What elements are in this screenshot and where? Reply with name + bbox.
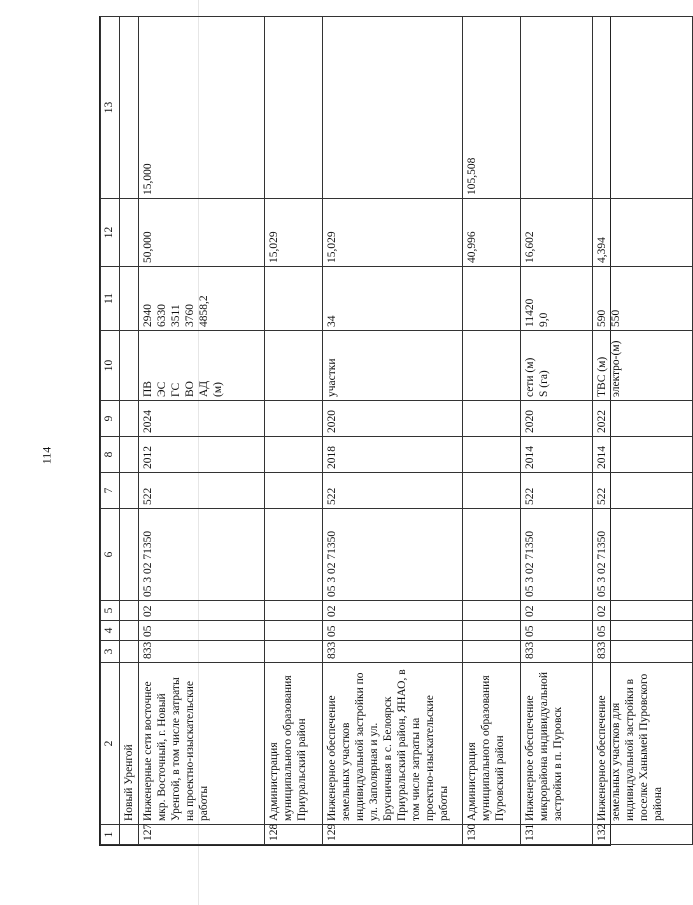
cell-c4: 05 <box>323 621 463 641</box>
cell-c13: 15,000 <box>139 17 265 199</box>
cell-empty <box>120 401 139 437</box>
cell-c8: 2014 <box>593 437 693 473</box>
column-header-4: 4 <box>101 621 120 641</box>
cell-empty <box>120 621 139 641</box>
cell-c6: 05 3 02 71350 <box>521 509 593 601</box>
cell-line: АД <box>198 380 210 397</box>
cell-line: 6330 <box>156 304 168 327</box>
column-header-13: 13 <box>101 17 120 199</box>
column-header-1: 1 <box>101 825 120 845</box>
cell-c12: 15,029 <box>323 199 463 267</box>
cell-line: ВО <box>184 381 196 397</box>
cell-line: 11420 <box>524 298 536 327</box>
cell-c13: 105,508 <box>463 17 521 199</box>
cell-line: 4858,2 <box>198 295 210 327</box>
header-continuation-row <box>120 17 139 845</box>
cell-c13 <box>323 17 463 199</box>
cell-line: 3760 <box>184 304 196 327</box>
cell-line: 2940 <box>142 304 154 327</box>
cell-line: ТВС (м) <box>596 356 608 397</box>
cell-c5 <box>265 601 323 621</box>
cell-c4 <box>463 621 521 641</box>
cell-c4: 05 <box>139 621 265 641</box>
cell-c6: 05 3 02 71350 <box>139 509 265 601</box>
cell-c9: 2020 <box>323 401 463 437</box>
column-header-7: 7 <box>101 473 120 509</box>
cell-c13 <box>265 17 323 199</box>
cell-empty <box>120 601 139 621</box>
cell-c8 <box>265 437 323 473</box>
cell-name: Инженерное обеспечение микрорайона индивидуальной застройки в п. Пуровск <box>521 663 593 825</box>
cell-line: 34 <box>326 315 338 327</box>
cell-c3 <box>265 641 323 663</box>
cell-c8: 2018 <box>323 437 463 473</box>
cell-c9 <box>463 401 521 437</box>
cell-c6: 05 3 02 71350 <box>593 509 693 601</box>
page-number: 114 <box>39 446 54 465</box>
cell-c12: 16,602 <box>521 199 593 267</box>
cell-empty <box>120 437 139 473</box>
cell-line: ЭС <box>156 381 168 397</box>
cell-c10 <box>323 331 463 401</box>
cell-line: 9,0 <box>538 312 550 327</box>
cell-c4: 05 <box>593 621 693 641</box>
rotated-table-wrapper <box>100 17 664 845</box>
table-row <box>139 17 265 845</box>
cell-line: ГС <box>170 382 182 397</box>
cell-c11 <box>463 267 521 331</box>
cell-c11 <box>323 267 463 331</box>
cell-num: 130 <box>463 825 521 845</box>
cell-empty <box>120 473 139 509</box>
cell-c9: 2020 <box>521 401 593 437</box>
cell-c8: 2014 <box>521 437 593 473</box>
cell-c3: 833 <box>323 641 463 663</box>
cell-c7: 522 <box>521 473 593 509</box>
cell-num: 127 <box>139 825 265 845</box>
cell-name: Администрация муниципального образования Приуральский район <box>265 663 323 825</box>
column-header-3: 3 <box>101 641 120 663</box>
cell-c6 <box>463 509 521 601</box>
cell-empty <box>120 17 139 199</box>
table-row <box>463 17 521 845</box>
budget-table-sheet <box>99 16 664 846</box>
cell-c5: 02 <box>521 601 593 621</box>
cell-c11 <box>265 267 323 331</box>
table-row <box>593 17 693 845</box>
cell-c5: 02 <box>323 601 463 621</box>
cell-c12: 15,029 <box>265 199 323 267</box>
column-header-11: 11 <box>101 267 120 331</box>
cell-num: 128 <box>265 825 323 845</box>
cell-c7: 522 <box>139 473 265 509</box>
cell-c10 <box>593 331 693 401</box>
column-header-10: 10 <box>101 331 120 401</box>
cell-c11 <box>593 267 693 331</box>
cell-c12: 4,394 <box>593 199 693 267</box>
cell-c8 <box>463 437 521 473</box>
header-row-text: Новый Уренгой <box>120 663 139 825</box>
cell-c10 <box>463 331 521 401</box>
cell-name: Инженерное обеспечение земельных участков для индивидуальной застройки в поселке Ханымей Пуровского района <box>593 663 693 825</box>
cell-empty <box>120 509 139 601</box>
cell-line: 3511 <box>170 304 182 327</box>
cell-c4: 05 <box>521 621 593 641</box>
cell-line: 550 <box>610 309 622 327</box>
cell-c11 <box>521 267 593 331</box>
column-header-8: 8 <box>101 437 120 473</box>
table-row <box>521 17 593 845</box>
column-number-row <box>101 17 120 845</box>
cell-c7 <box>265 473 323 509</box>
cell-c9 <box>265 401 323 437</box>
cell-c11 <box>139 267 265 331</box>
cell-empty <box>120 331 139 401</box>
cell-num: 131 <box>521 825 593 845</box>
cell-c3: 833 <box>593 641 693 663</box>
budget-table <box>100 16 693 845</box>
cell-c6 <box>265 509 323 601</box>
table-row <box>265 17 323 845</box>
cell-c10 <box>521 331 593 401</box>
cell-c12: 40,996 <box>463 199 521 267</box>
cell-num: 132 <box>593 825 693 845</box>
cell-empty <box>120 641 139 663</box>
cell-c5: 02 <box>139 601 265 621</box>
cell-c3: 833 <box>139 641 265 663</box>
cell-c9: 2024 <box>139 401 265 437</box>
cell-c7: 522 <box>323 473 463 509</box>
cell-c3: 833 <box>521 641 593 663</box>
cell-c10 <box>139 331 265 401</box>
cell-name: Инженерные сети восточнее мкр. Восточный, г. Новый Уренгой, в том числе затраты на проектно-изыскательские работы <box>139 663 265 825</box>
cell-c4 <box>265 621 323 641</box>
cell-line: 590 <box>596 309 608 327</box>
cell-num: 129 <box>323 825 463 845</box>
cell-c5 <box>463 601 521 621</box>
cell-line: участки <box>326 358 338 397</box>
cell-line: сети (м) <box>524 357 536 397</box>
cell-c9: 2022 <box>593 401 693 437</box>
column-header-5: 5 <box>101 601 120 621</box>
cell-c6: 05 3 02 71350 <box>323 509 463 601</box>
table-row <box>323 17 463 845</box>
column-header-9: 9 <box>101 401 120 437</box>
cell-name: Администрация муниципального образования Пуровский район <box>463 663 521 825</box>
column-header-2: 2 <box>101 663 120 825</box>
cell-name: Инженерное обеспечение земельных участков индивидуальной застройки по ул. Заполярная и ул. Брусничная в с. Белоярск Приуральский район, ЯНАО, в том числе затраты на проектно-изыскательские работы <box>323 663 463 825</box>
column-header-6: 6 <box>101 509 120 601</box>
cell-c8: 2012 <box>139 437 265 473</box>
cell-empty <box>120 825 139 845</box>
cell-line: ПВ <box>142 381 154 397</box>
cell-c7 <box>463 473 521 509</box>
cell-c5: 02 <box>593 601 693 621</box>
cell-empty <box>120 199 139 267</box>
cell-c3 <box>463 641 521 663</box>
cell-c13 <box>521 17 593 199</box>
cell-line: S (га) <box>538 370 550 397</box>
cell-c10 <box>265 331 323 401</box>
cell-c13 <box>593 17 693 199</box>
cell-c12: 50,000 <box>139 199 265 267</box>
cell-line: электро-(м) <box>610 340 622 397</box>
cell-c7: 522 <box>593 473 693 509</box>
cell-line: (м) <box>212 382 224 397</box>
cell-empty <box>120 267 139 331</box>
column-header-12: 12 <box>101 199 120 267</box>
